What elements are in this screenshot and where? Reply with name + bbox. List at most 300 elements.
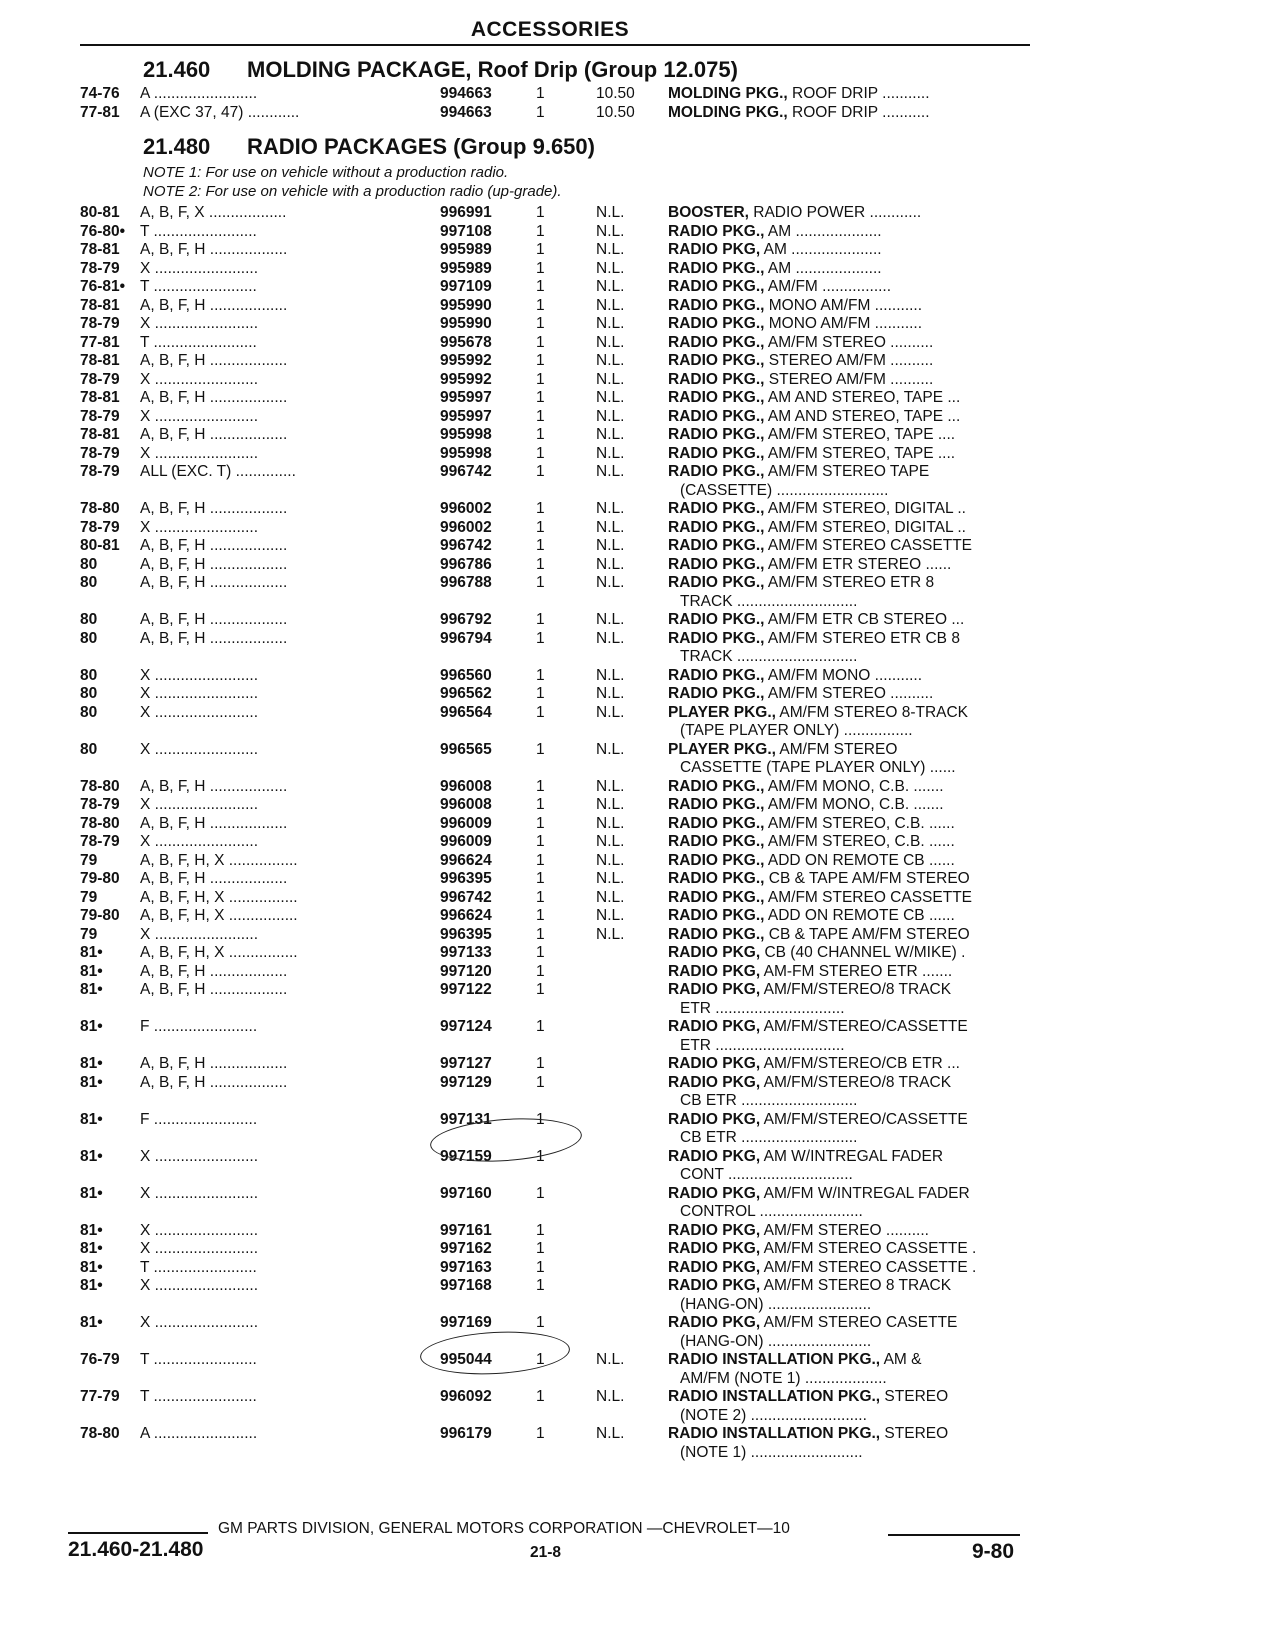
model-cell: A (EXC 37, 47) ............ <box>140 103 300 121</box>
footer-rule-right <box>888 1534 1020 1536</box>
part-number-cell: 996624 <box>440 851 492 869</box>
description-text: CB & TAPE AM/FM STEREO <box>764 925 970 943</box>
description-text: AM .................... <box>764 259 882 277</box>
description-keyword: RADIO PKG., <box>668 666 765 684</box>
price-cell: N.L. <box>596 537 625 554</box>
part-number-cell: 996395 <box>440 870 492 887</box>
description-cell <box>668 832 1030 851</box>
quantity-cell: 1 <box>536 241 545 258</box>
model-cell: T ........................ <box>140 1258 257 1276</box>
price-cell: N.L. <box>596 1425 625 1442</box>
parts-row <box>0 869 1280 888</box>
parts-row <box>0 666 1280 685</box>
model-cell: A, B, F, H .................. <box>140 574 288 591</box>
model-cell: A, B, F, H .................. <box>140 1073 288 1091</box>
description-keyword: RADIO PKG, <box>668 1073 761 1091</box>
description-continuation: (HANG-ON) ........................ <box>680 1295 872 1313</box>
price-cell: N.L. <box>596 352 625 369</box>
quantity-cell: 1 <box>536 629 545 647</box>
quantity-cell: 1 <box>536 814 545 832</box>
price-cell: N.L. <box>596 407 625 425</box>
description-keyword: RADIO PKG., <box>668 389 765 406</box>
description-cell <box>668 518 1030 537</box>
section-heading-radio <box>143 134 595 160</box>
parts-row <box>0 407 1280 426</box>
year-cell: 79-80 <box>80 907 120 924</box>
description-text: AM/FM STEREO, C.B. ...... <box>764 814 955 832</box>
description-text: AM/FM MONO, C.B. ....... <box>764 796 944 813</box>
model-cell: A, B, F, H .................. <box>140 629 288 647</box>
parts-row <box>0 1073 1280 1092</box>
year-cell: 80 <box>80 685 98 702</box>
part-number-cell: 997122 <box>440 981 492 998</box>
model-cell: A, B, F, H .................. <box>140 611 288 628</box>
quantity-cell: 1 <box>536 1351 545 1368</box>
model-cell: A, B, F, H, X ................ <box>140 944 298 961</box>
parts-row <box>0 84 1280 103</box>
description-keyword: RADIO PKG, <box>668 962 761 980</box>
description-text: AM/FM STEREO, DIGITAL .. <box>764 518 966 536</box>
price-cell: N.L. <box>596 241 625 258</box>
footer-division: GM PARTS DIVISION, GENERAL MOTORS CORPORATION —CHEVROLET—10 <box>218 1520 790 1537</box>
description-cell <box>668 795 1030 814</box>
price-cell: N.L. <box>596 629 625 647</box>
description-cell <box>668 703 1030 722</box>
description-keyword: RADIO PKG., <box>668 574 765 591</box>
parts-row <box>0 684 1280 703</box>
model-cell: A, B, F, H .................. <box>140 296 288 314</box>
quantity-cell: 1 <box>536 1277 545 1294</box>
part-number-cell: 994663 <box>440 85 492 102</box>
model-cell: T ........................ <box>140 278 257 295</box>
parts-row <box>0 1017 1280 1036</box>
parts-row <box>0 388 1280 407</box>
description-keyword: RADIO PKG, <box>668 1277 761 1294</box>
parts-row <box>0 980 1280 999</box>
description-continuation: (CASSETTE) .......................... <box>680 481 889 499</box>
price-cell: N.L. <box>596 518 625 536</box>
quantity-cell: 1 <box>536 1258 545 1276</box>
price-cell: N.L. <box>596 888 625 906</box>
parts-row <box>0 925 1280 944</box>
part-number-cell: 997127 <box>440 1055 492 1072</box>
part-number-cell: 997108 <box>440 222 492 240</box>
parts-row <box>0 832 1280 851</box>
model-cell: A, B, F, H .................. <box>140 814 288 832</box>
description-cell <box>668 814 1030 833</box>
description-cell <box>668 462 1030 481</box>
description-cell <box>668 962 1030 981</box>
quantity-cell: 1 <box>536 1184 545 1202</box>
description-text: AM/FM STEREO .......... <box>764 685 934 702</box>
note-1: NOTE 1: For use on vehicle without a production radio. <box>143 164 509 181</box>
description-text: AM/FM ETR CB STEREO ... <box>764 611 965 628</box>
price-cell: N.L. <box>596 370 625 388</box>
description-continuation: ETR .............................. <box>680 1036 845 1054</box>
description-cell <box>668 444 1030 463</box>
description-cell <box>668 1424 1030 1443</box>
price-cell: N.L. <box>596 703 625 721</box>
year-cell: 76-79 <box>80 1351 120 1368</box>
description-keyword: RADIO PKG., <box>668 315 765 332</box>
footer-page-number: 21-8 <box>530 1544 562 1561</box>
year-cell: 78-81 <box>80 389 120 406</box>
description-cell <box>668 555 1030 574</box>
model-cell: F ........................ <box>140 1110 258 1128</box>
price-cell: N.L. <box>596 611 625 628</box>
parts-row <box>0 1258 1280 1277</box>
part-number-cell: 997109 <box>440 278 492 295</box>
description-text: AM AND STEREO, TAPE ... <box>764 389 961 406</box>
quantity-cell: 1 <box>536 1055 545 1072</box>
quantity-cell: 1 <box>536 1314 545 1331</box>
year-cell: 78-79 <box>80 259 120 277</box>
parts-row <box>0 277 1280 296</box>
price-cell: N.L. <box>596 555 625 573</box>
description-text: AM/FM STEREO 8-TRACK <box>775 703 969 721</box>
description-text: AM/FM/STEREO/CASSETTE <box>760 1018 968 1035</box>
parts-row <box>0 222 1280 241</box>
parts-row <box>0 573 1280 592</box>
description-text: RADIO POWER ............ <box>748 204 922 221</box>
description-cell <box>668 851 1030 870</box>
description-keyword: RADIO PKG., <box>668 259 765 277</box>
price-cell: N.L. <box>596 426 625 443</box>
parts-row <box>0 444 1280 463</box>
description-keyword: RADIO PKG., <box>668 629 765 647</box>
price-cell: N.L. <box>596 259 625 277</box>
year-cell: 78-81 <box>80 352 120 369</box>
description-keyword: RADIO INSTALLATION PKG., <box>668 1425 881 1442</box>
year-cell: 80-81 <box>80 537 120 554</box>
part-number-cell: 996565 <box>440 740 492 758</box>
part-number-cell: 995989 <box>440 241 492 258</box>
parts-row <box>0 240 1280 259</box>
price-cell: N.L. <box>596 777 625 795</box>
description-text: AM/FM ETR STEREO ...... <box>764 555 952 573</box>
quantity-cell: 1 <box>536 777 545 795</box>
quantity-cell: 1 <box>536 907 545 924</box>
description-cell <box>668 222 1030 241</box>
part-number-cell: 996788 <box>440 574 492 591</box>
part-number-cell: 997168 <box>440 1277 492 1294</box>
year-cell: 80-81 <box>80 204 120 221</box>
footer-rule-left <box>68 1532 208 1534</box>
quantity-cell: 1 <box>536 1425 545 1442</box>
quantity-cell: 1 <box>536 703 545 721</box>
part-number-cell: 996562 <box>440 685 492 702</box>
description-text: AM/FM STEREO, C.B. ...... <box>764 833 955 850</box>
description-text: STEREO AM/FM .......... <box>764 370 934 388</box>
parts-row <box>0 518 1280 537</box>
quantity-cell: 1 <box>536 352 545 369</box>
description-keyword: RADIO PKG., <box>668 685 765 702</box>
part-number-cell: 997162 <box>440 1240 492 1257</box>
year-cell: 78-79 <box>80 796 120 813</box>
description-cell <box>668 610 1030 629</box>
section-heading-molding <box>143 57 738 83</box>
model-cell: X ........................ <box>140 796 258 813</box>
price-cell: N.L. <box>596 1351 625 1368</box>
part-number-cell: 997161 <box>440 1221 492 1239</box>
model-cell: T ........................ <box>140 1351 257 1368</box>
description-text: AM/FM STEREO .......... <box>760 1221 929 1239</box>
quantity-cell: 1 <box>536 444 545 462</box>
model-cell: A, B, F, H .................. <box>140 389 288 406</box>
year-cell: 79 <box>80 888 98 906</box>
quantity-cell: 1 <box>536 537 545 554</box>
model-cell: X ........................ <box>140 703 258 721</box>
year-cell: 80 <box>80 611 98 628</box>
description-text: AM/FM STEREO CASSETTE . <box>760 1258 977 1276</box>
parts-row <box>0 851 1280 870</box>
year-cell: 80 <box>80 740 98 758</box>
footer-date: 9-80 <box>972 1540 1015 1563</box>
price-cell: N.L. <box>596 222 625 240</box>
year-cell: 81• <box>80 981 103 998</box>
quantity-cell: 1 <box>536 426 545 443</box>
model-cell: A, B, F, H, X ................ <box>140 851 298 869</box>
description-keyword: RADIO PKG., <box>668 907 765 924</box>
parts-row <box>0 740 1280 759</box>
part-number-cell: 996794 <box>440 629 492 647</box>
model-cell: X ........................ <box>140 1277 258 1294</box>
description-continuation: CONTROL ........................ <box>680 1203 863 1220</box>
description-text: AM/FM STEREO, TAPE .... <box>764 426 956 443</box>
description-keyword: RADIO PKG, <box>668 1314 761 1331</box>
description-cell <box>668 906 1030 925</box>
description-keyword: MOLDING PKG., <box>668 103 788 121</box>
description-keyword: RADIO PKG., <box>668 537 765 554</box>
description-cell <box>668 1110 1030 1129</box>
parts-row <box>0 814 1280 833</box>
quantity-cell: 1 <box>536 103 545 121</box>
parts-row <box>0 425 1280 444</box>
description-keyword: RADIO PKG, <box>668 944 761 961</box>
part-number-cell: 995998 <box>440 426 492 443</box>
description-text: CB (40 CHANNEL W/MIKE) . <box>760 944 966 961</box>
quantity-cell: 1 <box>536 1221 545 1239</box>
description-text: AM/FM STEREO TAPE <box>764 463 930 480</box>
year-cell: 81• <box>80 1184 103 1202</box>
description-keyword: RADIO PKG., <box>668 407 765 425</box>
model-cell: A, B, F, H .................. <box>140 352 288 369</box>
price-cell: N.L. <box>596 574 625 591</box>
description-cell <box>668 1054 1030 1073</box>
parts-row <box>0 1350 1280 1369</box>
quantity-cell: 1 <box>536 1240 545 1257</box>
description-continuation: (NOTE 1) .......................... <box>680 1443 863 1461</box>
description-cell <box>668 1276 1030 1295</box>
description-text: AM/FM STEREO <box>775 740 898 758</box>
description-text: AM/FM STEREO, TAPE .... <box>764 444 956 462</box>
description-text: AM/FM STEREO ETR CB 8 <box>764 629 960 647</box>
model-cell: A, B, F, H .................. <box>140 241 288 258</box>
year-cell: 74-76 <box>80 85 120 102</box>
description-text: AM/FM STEREO CASETTE <box>760 1314 958 1331</box>
parts-row <box>0 962 1280 981</box>
model-cell: A, B, F, H, X ................ <box>140 888 298 906</box>
year-cell: 78-80 <box>80 777 120 795</box>
description-cell <box>668 1239 1030 1258</box>
description-text: AM/FM STEREO CASSETTE . <box>760 1240 977 1257</box>
parts-row <box>0 610 1280 629</box>
section-title: MOLDING PACKAGE, Roof Drip (Group 12.075) <box>247 57 738 82</box>
description-cell <box>668 943 1030 962</box>
section-number: 21.480 <box>143 134 211 159</box>
part-number-cell: 996092 <box>440 1388 492 1405</box>
quantity-cell: 1 <box>536 833 545 850</box>
quantity-cell: 1 <box>536 333 545 351</box>
year-cell: 76-80• <box>80 222 126 240</box>
quantity-cell: 1 <box>536 740 545 758</box>
model-cell: X ........................ <box>140 833 258 850</box>
description-keyword: RADIO PKG., <box>668 444 765 462</box>
parts-row <box>0 1184 1280 1203</box>
description-cell <box>668 925 1030 944</box>
quantity-cell: 1 <box>536 870 545 887</box>
description-continuation: TRACK ............................ <box>680 648 858 665</box>
description-keyword: RADIO PKG, <box>668 241 761 258</box>
parts-row <box>0 777 1280 796</box>
parts-row <box>0 536 1280 555</box>
model-cell: X ........................ <box>140 925 258 943</box>
year-cell: 80 <box>80 703 98 721</box>
description-keyword: RADIO PKG, <box>668 1221 761 1239</box>
quantity-cell: 1 <box>536 555 545 573</box>
part-number-cell: 996624 <box>440 907 492 924</box>
price-cell: N.L. <box>596 500 625 517</box>
year-cell: 81• <box>80 1258 103 1276</box>
part-number-cell: 997160 <box>440 1184 492 1202</box>
part-number-cell: 997159 <box>440 1147 492 1165</box>
price-cell: N.L. <box>596 685 625 702</box>
parts-row <box>0 1239 1280 1258</box>
description-cell <box>668 370 1030 389</box>
quantity-cell: 1 <box>536 259 545 277</box>
quantity-cell: 1 <box>536 1388 545 1405</box>
description-text: AM/FM STEREO .......... <box>764 333 934 351</box>
quantity-cell: 1 <box>536 611 545 628</box>
description-continuation: (NOTE 2) ........................... <box>680 1406 867 1424</box>
quantity-cell: 1 <box>536 1073 545 1091</box>
price-cell: 10.50 <box>596 103 635 121</box>
description-text: AM/FM STEREO CASSETTE <box>764 537 973 554</box>
parts-row <box>0 1054 1280 1073</box>
description-cell <box>668 1184 1030 1203</box>
description-text: AM .................... <box>764 222 882 240</box>
year-cell: 81• <box>80 944 103 961</box>
description-cell <box>668 869 1030 888</box>
section-number: 21.460 <box>143 57 211 82</box>
price-cell: N.L. <box>596 315 625 332</box>
year-cell: 77-81 <box>80 333 120 351</box>
title-rule <box>80 44 1030 46</box>
description-keyword: RADIO PKG., <box>668 851 765 869</box>
description-keyword: BOOSTER, <box>668 204 749 221</box>
description-continuation: (TAPE PLAYER ONLY) ................ <box>680 722 913 739</box>
description-text: ADD ON REMOTE CB ...... <box>764 851 955 869</box>
model-cell: X ........................ <box>140 1314 258 1331</box>
parts-row <box>0 629 1280 648</box>
parts-row <box>0 1313 1280 1332</box>
description-cell <box>668 1147 1030 1166</box>
year-cell: 81• <box>80 1073 103 1091</box>
part-number-cell: 997169 <box>440 1314 492 1331</box>
description-keyword: RADIO PKG., <box>668 777 765 795</box>
parts-row <box>0 296 1280 315</box>
quantity-cell: 1 <box>536 962 545 980</box>
quantity-cell: 1 <box>536 518 545 536</box>
parts-row <box>0 888 1280 907</box>
description-cell <box>668 666 1030 685</box>
footer-section-range: 21.460-21.480 <box>68 1538 204 1561</box>
part-number-cell: 996009 <box>440 833 492 850</box>
description-text: STEREO <box>880 1425 949 1442</box>
description-cell <box>668 1350 1030 1369</box>
description-keyword: RADIO PKG., <box>668 463 765 480</box>
description-keyword: RADIO PKG., <box>668 370 765 388</box>
year-cell: 81• <box>80 1110 103 1128</box>
description-cell <box>668 573 1030 592</box>
year-cell: 81• <box>80 1314 103 1331</box>
description-cell <box>668 536 1030 555</box>
description-continuation: (HANG-ON) ........................ <box>680 1332 872 1350</box>
description-keyword: RADIO PKG., <box>668 352 765 369</box>
year-cell: 81• <box>80 962 103 980</box>
part-number-cell: 996179 <box>440 1425 492 1442</box>
part-number-cell: 996009 <box>440 814 492 832</box>
parts-row <box>0 103 1280 122</box>
quantity-cell: 1 <box>536 925 545 943</box>
description-text: AM & <box>880 1351 922 1368</box>
description-continuation: CASSETTE (TAPE PLAYER ONLY) ...... <box>680 759 956 776</box>
part-number-cell: 997163 <box>440 1258 492 1276</box>
part-number-cell: 996560 <box>440 666 492 684</box>
parts-row <box>0 259 1280 278</box>
year-cell: 78-81 <box>80 296 120 314</box>
description-continuation: TRACK ............................ <box>680 592 858 610</box>
year-cell: 81• <box>80 1055 103 1072</box>
description-text: AM/FM MONO, C.B. ....... <box>764 777 944 795</box>
description-text: AM/FM STEREO 8 TRACK <box>760 1277 952 1294</box>
description-keyword: RADIO PKG., <box>668 426 765 443</box>
part-number-cell: 996742 <box>440 888 492 906</box>
description-keyword: PLAYER PKG., <box>668 740 776 758</box>
price-cell: N.L. <box>596 389 625 406</box>
description-keyword: RADIO PKG., <box>668 870 765 887</box>
year-cell: 77-79 <box>80 1388 120 1405</box>
model-cell: A, B, F, H .................. <box>140 426 288 443</box>
parts-row <box>0 943 1280 962</box>
part-number-cell: 996002 <box>440 518 492 536</box>
model-cell: X ........................ <box>140 685 258 702</box>
parts-row <box>0 203 1280 222</box>
quantity-cell: 1 <box>536 407 545 425</box>
model-cell: X ........................ <box>140 1240 258 1257</box>
quantity-cell: 1 <box>536 666 545 684</box>
parts-row <box>0 351 1280 370</box>
quantity-cell: 1 <box>536 204 545 221</box>
description-keyword: RADIO PKG., <box>668 814 765 832</box>
quantity-cell: 1 <box>536 85 545 102</box>
section-title: RADIO PACKAGES (Group 9.650) <box>247 134 595 159</box>
description-cell <box>668 1258 1030 1277</box>
part-number-cell: 996742 <box>440 463 492 480</box>
description-continuation: AM/FM (NOTE 1) ................... <box>680 1369 887 1387</box>
quantity-cell: 1 <box>536 888 545 906</box>
description-cell <box>668 888 1030 907</box>
